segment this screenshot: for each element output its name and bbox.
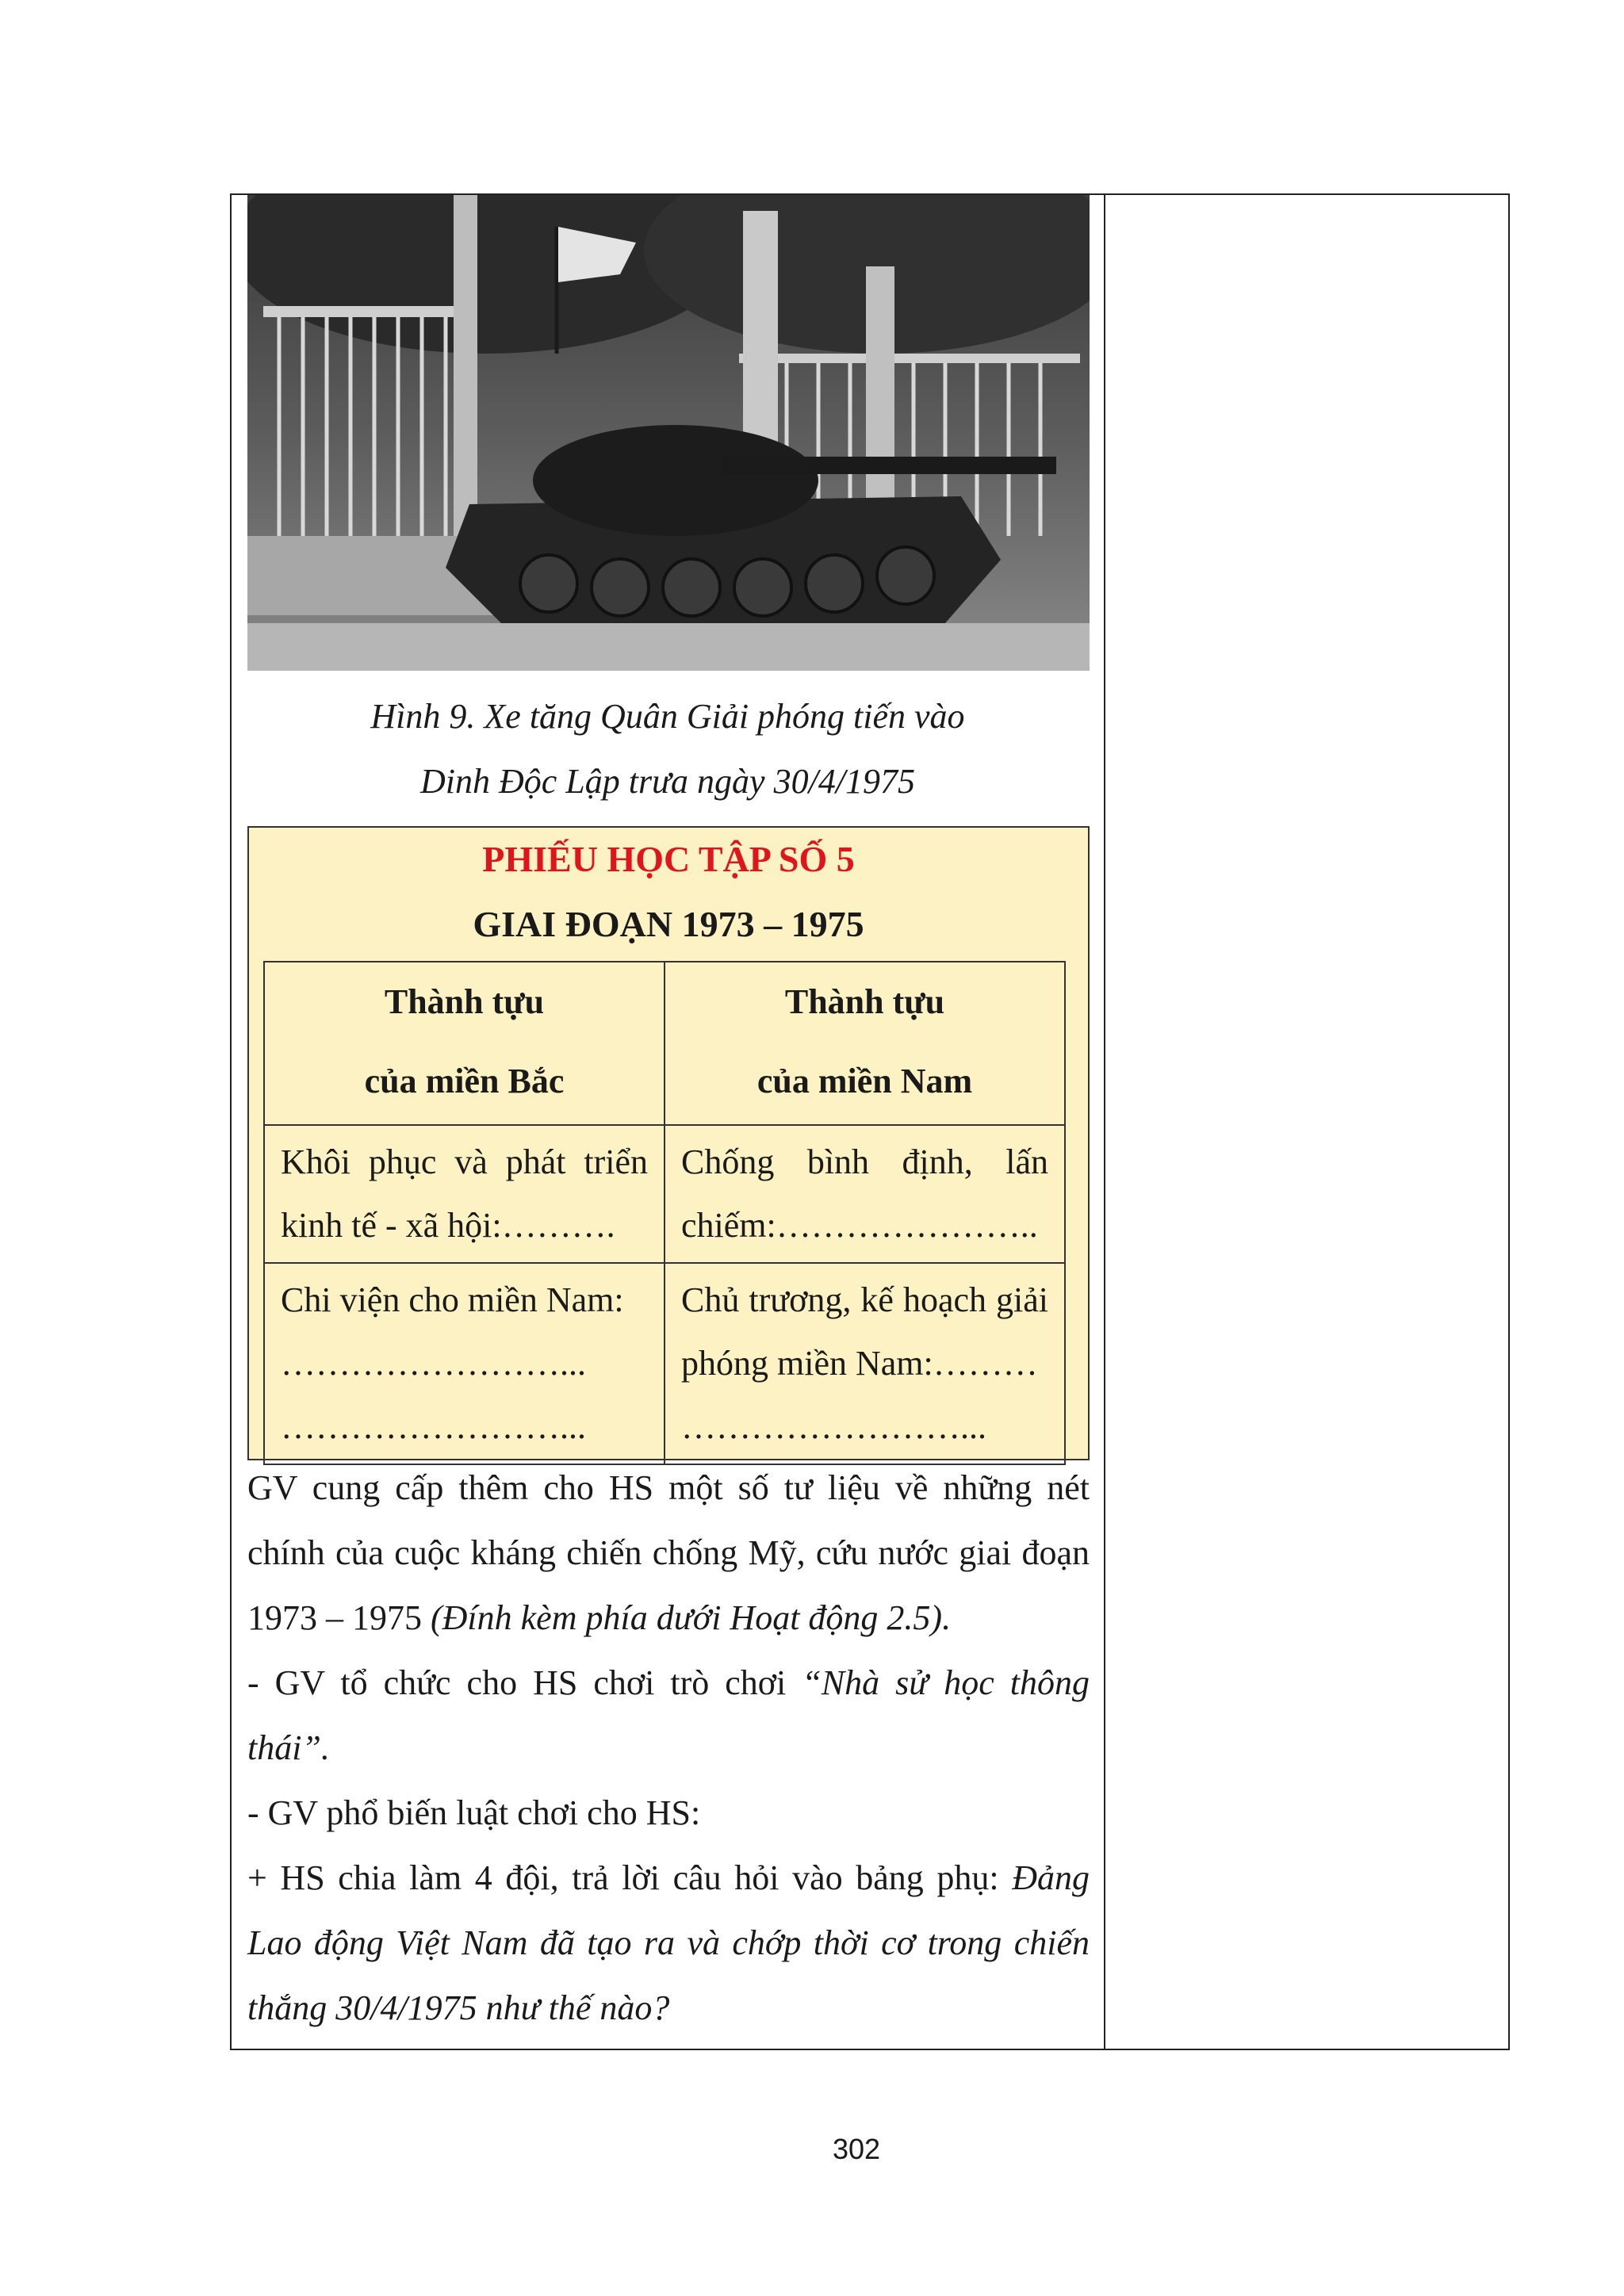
header-north-line2: của miền Bắc — [364, 1062, 565, 1100]
worksheet-title: PHIẾU HỌC TẬP SỐ 5 — [482, 839, 855, 879]
paragraph-2-text: - GV tổ chức cho HS chơi trò chơi — [247, 1663, 802, 1702]
paragraph-1-text: GV cung cấp thêm cho HS một số tư liệu về những nét chính của cuộc kháng chiến chống Mỹ, cứu nước giai đoạn 1973 – 1975 — [247, 1468, 1090, 1637]
cell-north-1: Khôi phục và phát triển kinh tế - xã hội:………. — [264, 1125, 665, 1263]
worksheet-box — [247, 826, 1090, 1460]
paragraph-4 — [247, 1846, 1090, 2041]
paragraph-3: - GV phổ biến luật chơi cho HS: — [247, 1793, 701, 1832]
tank-photo — [247, 195, 1090, 671]
notes-column — [1105, 195, 1508, 2049]
header-north — [264, 962, 665, 1125]
page-number: 302 — [832, 2133, 881, 2165]
table-header-row — [264, 962, 1065, 1125]
table-row — [264, 1263, 1065, 1464]
paragraph-2-italic: “Nhà sử học thông thái”. — [247, 1663, 1090, 1767]
figure-caption-line2: Dinh Độc Lập trưa ngày 30/4/1975 — [419, 762, 916, 801]
worksheet-table — [263, 961, 1066, 1465]
header-south — [665, 962, 1065, 1125]
tank-photo-illustration — [247, 195, 1090, 671]
header-north-line1: Thành tựu — [384, 982, 545, 1021]
layout-table — [230, 193, 1510, 2050]
paragraph-4-text: + HS chia làm 4 đội, trả lời câu hỏi vào bảng phụ: — [247, 1858, 1013, 1897]
worksheet-subtitle: GIAI ĐOẠN 1973 – 1975 — [473, 904, 864, 944]
paragraph-4-italic: Đảng Lao động Việt Nam đã tạo ra và chớp thời cơ trong chiến thắng 30/4/1975 như thế nào? — [247, 1858, 1090, 2027]
lesson-text — [247, 1456, 1090, 2041]
cell-south-2: Chủ trương, kế hoạch giải phóng miền Nam:……… ……………………... — [665, 1263, 1065, 1464]
paragraph-1 — [247, 1456, 1090, 1651]
header-south-line2: của miền Nam — [756, 1062, 973, 1100]
table-row — [264, 1125, 1065, 1263]
paragraph-2 — [247, 1651, 1090, 1781]
cell-north-2: Chi viện cho miền Nam: ……………………... ……………………... — [264, 1263, 665, 1464]
content-column — [232, 195, 1105, 2049]
header-south-line1: Thành tựu — [784, 982, 945, 1021]
figure-caption-line1: Hình 9. Xe tăng Quân Giải phóng tiến vào — [370, 697, 965, 736]
paragraph-1-italic: (Đính kèm phía dưới Hoạt động 2.5). — [431, 1598, 952, 1637]
cell-south-1: Chống bình định, lấn chiếm:………………….. — [665, 1125, 1065, 1263]
